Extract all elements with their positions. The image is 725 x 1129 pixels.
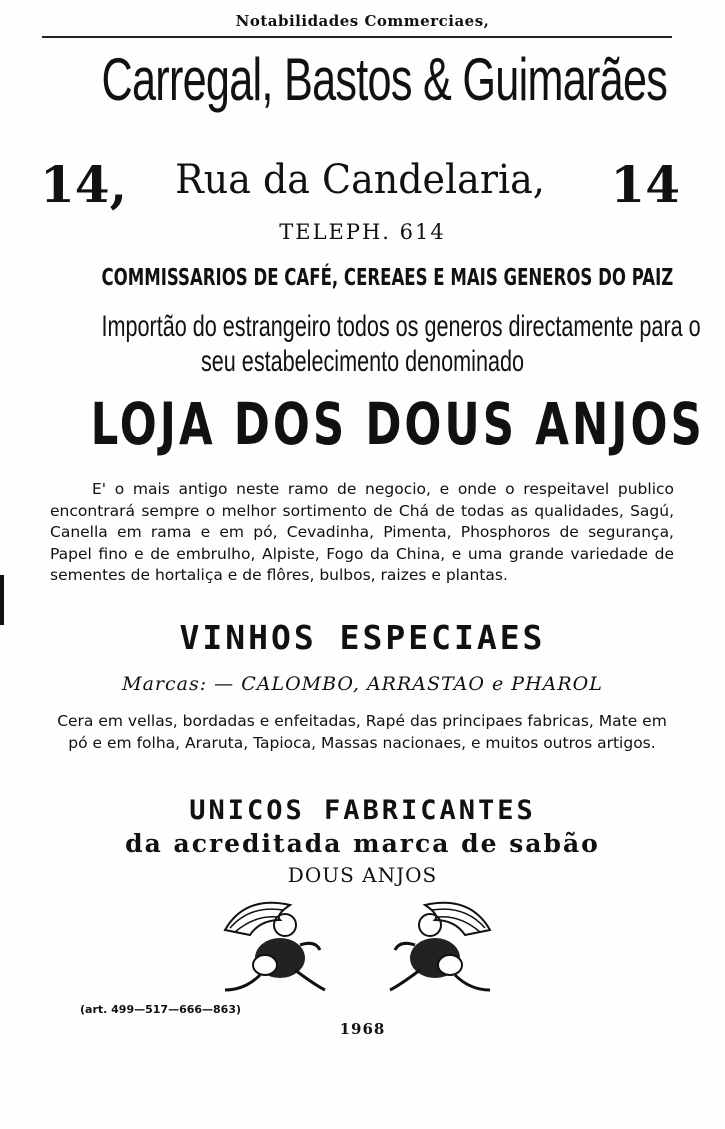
header-divider — [42, 36, 672, 38]
street-number-left: 14, — [40, 155, 127, 214]
street-number-right: 14 — [610, 155, 680, 214]
address-line — [40, 153, 680, 213]
store-name: LOJA DOS DOUS ANJOS — [90, 390, 705, 458]
business-description: COMMISSARIOS DE CAFÉ, CEREAES E MAIS GENEROS DO PAIZ — [101, 265, 674, 291]
soap-heading: UNICOS FABRICANTES — [189, 795, 536, 826]
page-number: 1968 — [339, 1020, 386, 1038]
telephone: TELEPH. 614 — [279, 220, 446, 244]
other-products-paragraph: Cera em vellas, bordadas e enfeitadas, Rapé das principaes fabricas, Mate em pó e em folha, Araruta, Tapioca, Massas nacionaes, e muitos outros artigos. — [57, 712, 667, 752]
wines-heading: VINHOS ESPECIAES — [179, 618, 546, 657]
article-reference: (art. 499—517—666—863) — [80, 1003, 242, 1016]
import-line-1: Importão do estrangeiro todos os generos directamente para o — [101, 310, 701, 343]
street-name: Rua da Candelaria, — [175, 157, 545, 203]
products-paragraph: E' o mais antigo neste ramo de negocio, e onde o respeitavel publico encontrará sempre o melhor sortimento de Chá de todas as qualidades, Sagú, Canella em rama e em pó, Cevadinha, Pimenta, Phosphoros de segurança, Papel fino e de embrulho, Alpiste, Fogo da China, e uma grande variedade de sementes de hortaliça e de flôres, bulbos, raizes e plantas. — [50, 480, 674, 584]
soap-subheading: da acreditada marca de sabão — [125, 829, 600, 858]
wines-brands: Marcas: — CALOMBO, ARRASTAO e PHAROL — [122, 673, 603, 695]
page-header: Notabilidades Commerciaes, — [235, 12, 490, 30]
firm-name: Carregal, Bastos & Guimarães — [101, 46, 668, 113]
angel-left-illustration — [205, 890, 345, 1000]
import-line-2: seu estabelecimento denominado — [200, 345, 525, 378]
angel-right-illustration — [370, 890, 510, 1000]
soap-brand: DOUS ANJOS — [287, 863, 438, 887]
